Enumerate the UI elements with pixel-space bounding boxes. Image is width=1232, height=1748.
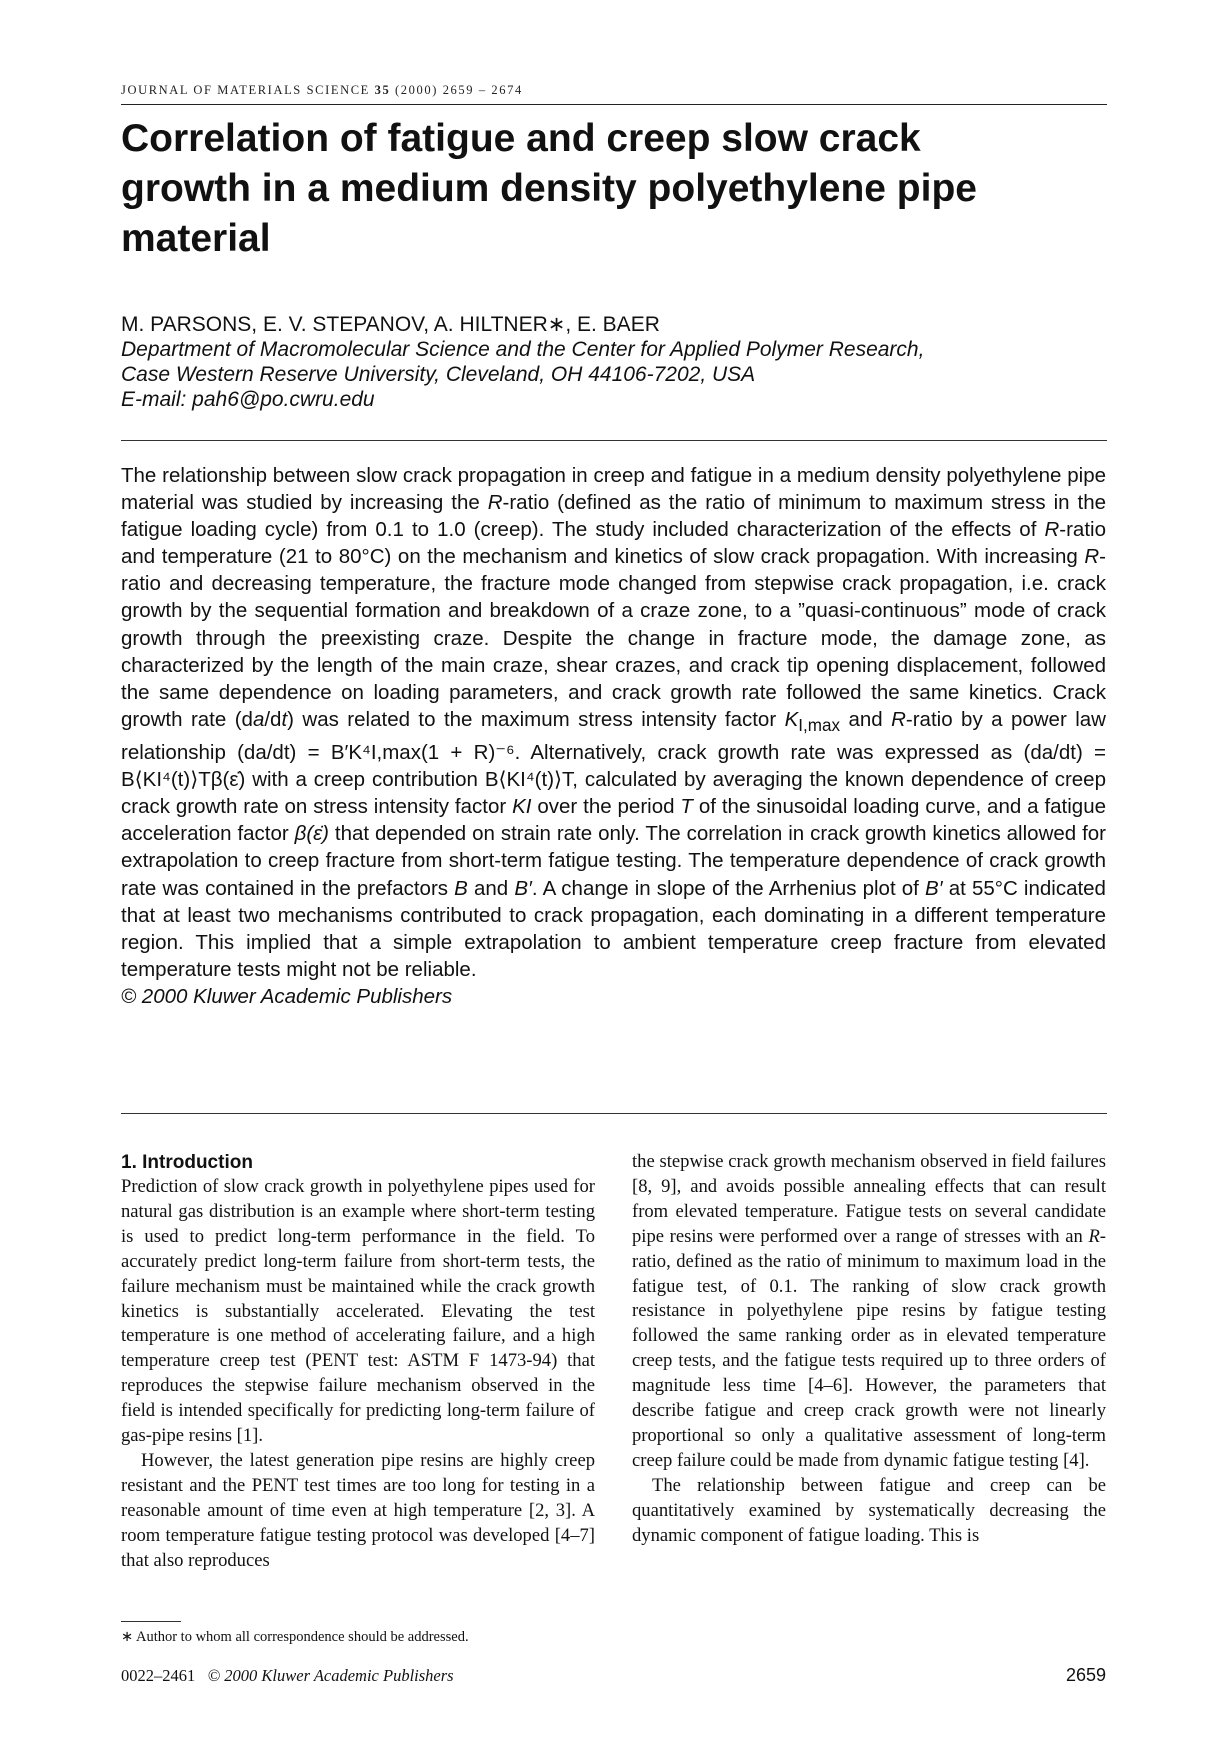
footer-publisher: © 2000 Kluwer Academic Publishers bbox=[207, 1666, 454, 1685]
paper-title: Correlation of fatigue and creep slow crack growth in a medium density polyethylene pipe material bbox=[121, 117, 977, 260]
creep-contribution-term: B⟨KI⁴(t)⟩T bbox=[484, 768, 573, 792]
footnote-rule bbox=[121, 1621, 181, 1622]
issn: 0022–2461 bbox=[121, 1666, 196, 1685]
journal-name: JOURNAL OF MATERIALS SCIENCE bbox=[121, 83, 370, 97]
journal-year-pages: (2000) 2659 – 2674 bbox=[395, 83, 523, 97]
intro-paragraph-1: Prediction of slow crack growth in polyethylene pipes used for natural gas distribution is an example where short-term testing is used to predict long-term performance in the field. To accurately predict long-term failure from short-term tests, the failure mechanism must be maintained while the crack growth kinetics is substantially accelerated. Elevating the test temperature is one method of accelerating failure, and a high temperature creep test (PENT test: ASTM F 1473-94) that reproduces the stepwise failure mechanism observed in the field is intended specifically for predicting long-term failure of gas-pipe resins [1]. bbox=[121, 1176, 595, 1447]
authors: M. PARSONS, E. V. STEPANOV, A. HILTNER∗, E. BAER bbox=[121, 313, 660, 336]
intro-paragraph-3: the stepwise crack growth mechanism observed in field failures [8, 9], and avoids possible annealing effects that can result from elevated temperature. Fatigue tests on several candidate pipe resins were performed over a range of stresses with an R-ratio, defined as the ratio of minimum to maximum load in the fatigue test, of 0.1. The ranking of slow crack growth resistance in polyethylene pipe resins by fatigue testing followed the same ranking order as in elevated temperature creep tests, and the fatigue tests required up to three orders of magnitude less time [4–6]. However, the parameters that describe fatigue and creep crack growth were not linearly proportional so only a qualitative assessment of long-term creep failure could be made from dynamic fatigue testing [4]. bbox=[632, 1151, 1106, 1471]
abstract-text: The relationship between slow crack propagation in creep and fatigue in a medium density polyethylene pipe material was studied by increasing the R-ratio (defined as the ratio of minimum to maximum stress in the fatigue loading cycle) from 0.1 to 1.0 (creep). The study included characterization of the effects of R-ratio and temperature (21 to 80°C) on the mechanism and kinetics of slow crack propagation. With increasing R-ratio and decreasing temperature, the fracture mode changed from stepwise crack propagation, i.e. crack growth by the sequential formation and breakdown of a craze zone, to a ”quasi-continuous” mode of crack growth through the preexisting craze. Despite the change in fracture mode, the damage zone, as characterized by the length of the main craze, shear crazes, and crack tip opening displacement, followed the same dependence on loading parameters, and crack growth rate followed the same kinetics. Crack growth rate (da/dt) was related to the maximum stress intensity factor $K_{I,max}$ and R-ratio by a power law relationship (da/dt) = B′K⁴I,max(1 + R)⁻⁶. Alternatively, crack growth rate was expressed as (da/dt) = B⟨KI⁴(t)⟩Tβ(ε̇) with a creep contribution B⟨KI⁴(t)⟩T, calculated by averaging the known dependence of creep crack growth rate on stress intensity factor KI over the period T of the sinusoidal loading curve, and a fatigue acceleration factor β(ε̇) that depended on strain rate only. The correlation in crack growth kinetics allowed for extrapolation to creep fracture from short-term fatigue testing. The temperature dependence of crack growth rate was contained in the prefactors B and B′. A change in slope of the Arrhenius plot of B′ at 55°C indicated that at least two mechanisms contributed to crack propagation, each dominating in a different temperature region. This implied that a simple extrapolation to ambient temperature creep fracture from elevated temperature tests might not be reliable. bbox=[121, 464, 1107, 981]
intro-paragraph-4: The relationship between fatigue and creep can be quantitatively examined by systematically decreasing the dynamic component of fatigue loading. This is bbox=[632, 1474, 1106, 1546]
affiliation-line-1: Department of Macromolecular Science and the Center for Applied Polymer Research, bbox=[121, 338, 925, 361]
right-column bbox=[632, 1150, 1106, 1549]
left-column bbox=[121, 1150, 595, 1574]
abstract bbox=[121, 462, 1106, 1010]
page-number: 2659 bbox=[1065, 1665, 1106, 1685]
affiliation-line-2: Case Western Reserve University, Cleveland, OH 44106-7202, USA bbox=[121, 363, 756, 386]
footer-issn-publisher bbox=[121, 1665, 454, 1687]
section-heading-introduction: 1. Introduction bbox=[121, 1152, 253, 1173]
abstract-copyright: © 2000 Kluwer Academic Publishers bbox=[121, 984, 453, 1008]
intro-paragraph-2: However, the latest generation pipe resins are highly creep resistant and the PENT test times are too long for testing in a reasonable amount of time even at high temperature [2, 3]. A room temperature fatigue testing protocol was developed [4–7] that also reproduces bbox=[121, 1449, 595, 1571]
abstract-bottom-rule bbox=[121, 1113, 1107, 1114]
equation-power-law: (da/dt) = B′K⁴I,max(1 + R)⁻⁶ bbox=[237, 741, 515, 765]
header-rule bbox=[121, 104, 1107, 105]
abstract-top-rule bbox=[121, 440, 1107, 441]
equation-creep-model: (da/dt) = B⟨KI⁴(t)⟩Tβ(ε̇) bbox=[121, 741, 1107, 792]
footnote: ∗ Author to whom all correspondence should be addressed. bbox=[121, 1629, 469, 1645]
journal-volume: 35 bbox=[374, 83, 391, 97]
author-email: E-mail: pah6@po.cwru.edu bbox=[121, 388, 375, 411]
journal-header bbox=[121, 83, 1106, 98]
